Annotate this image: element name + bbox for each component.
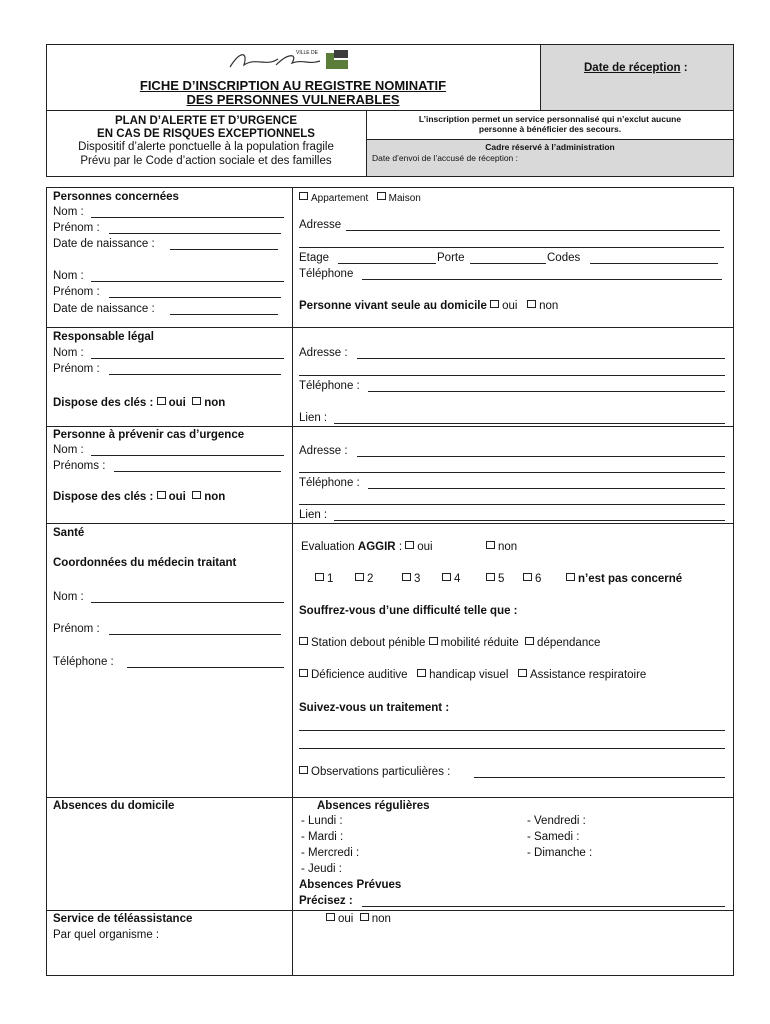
medecin-telephone-field[interactable] <box>127 667 284 668</box>
responsable-cles-oui-label: oui <box>168 397 186 409</box>
vivant-seule-non-label: non <box>539 300 559 312</box>
logo-ville-de: VILLE DE <box>296 50 318 56</box>
vivant-seule-oui-label: oui <box>502 300 518 312</box>
urgence-telephone-field[interactable] <box>368 488 725 489</box>
jeudi-label: - Jeudi : <box>301 863 342 875</box>
column-divider <box>292 187 293 976</box>
auditive-checkbox[interactable] <box>299 669 308 677</box>
etage-label: Etage <box>299 252 330 264</box>
prenom-field[interactable] <box>109 233 281 234</box>
urgence-heading: Personne à prévenir cas d’urgence <box>53 429 245 441</box>
gir-6-label: 6 <box>535 573 542 585</box>
dependance-label: dépendance <box>537 637 601 649</box>
respiratoire-label: Assistance respiratoire <box>530 669 647 681</box>
divider <box>540 44 541 111</box>
plan-line2: EN CAS DE RISQUES EXCEPTIONNELS <box>97 128 315 140</box>
dimanche-label: - Dimanche : <box>527 847 593 859</box>
form-title-line1: FICHE D’INSCRIPTION AU REGISTRE NOMINATIF <box>139 78 447 93</box>
urgence-lien-label: Lien : <box>299 509 328 521</box>
mobilite-label: mobilité réduite <box>440 637 519 649</box>
gir-pas-concerne-label: n’est pas concerné <box>578 573 683 585</box>
precisez-field[interactable] <box>362 906 725 907</box>
divider <box>46 110 734 111</box>
responsable-lien-field[interactable] <box>334 423 725 424</box>
urgence-telephone-field-2[interactable] <box>299 504 725 505</box>
absences-regulieres-label: Absences régulières <box>317 800 430 812</box>
naissance-label: Date de naissance : <box>53 238 155 250</box>
gir-3-label: 3 <box>414 573 421 585</box>
urgence-cles-oui-label: oui <box>168 491 186 503</box>
precisez-label: Précisez : <box>299 895 353 907</box>
responsable-prenom-label: Prénom : <box>53 363 100 375</box>
adresse-label: Adresse <box>299 219 342 231</box>
vendredi-label: - Vendredi : <box>527 815 586 827</box>
urgence-prenoms-field[interactable] <box>114 471 281 472</box>
urgence-cles-non-label: non <box>204 491 226 503</box>
adresse-field[interactable] <box>346 230 720 231</box>
samedi-label: - Samedi : <box>527 831 580 843</box>
station-checkbox[interactable] <box>299 637 308 645</box>
form-title-line2: DES PERSONNES VULNERABLES <box>186 92 400 107</box>
urgence-lien-field[interactable] <box>334 520 725 521</box>
organisme-label: Par quel organisme : <box>53 929 160 941</box>
inscription-line2: personne à bénéficier des secours. <box>478 124 622 134</box>
maison-checkbox[interactable] <box>377 192 386 200</box>
mardi-label: - Mardi : <box>301 831 344 843</box>
medecin-telephone-label: Téléphone : <box>53 656 114 668</box>
teleassistance-oui-label: oui <box>338 913 354 925</box>
divider <box>366 139 734 140</box>
row-divider <box>46 910 734 911</box>
urgence-adresse-label: Adresse : <box>299 445 348 457</box>
personnes-heading: Personnes concernées <box>53 191 179 203</box>
lundi-label: - Lundi : <box>301 815 343 827</box>
appartement-label: Appartement <box>311 193 369 204</box>
row-divider <box>46 797 734 798</box>
nom-field-2[interactable] <box>91 281 284 282</box>
responsable-cles-non-label: non <box>204 397 226 409</box>
medecin-nom-field[interactable] <box>91 602 284 603</box>
urgence-prenoms-label: Prénoms : <box>53 460 106 472</box>
gir-3-checkbox[interactable] <box>402 573 411 581</box>
aggir-non-label: non <box>498 541 518 553</box>
traitement-heading: Suivez-vous un traitement : <box>299 702 450 714</box>
porte-label: Porte <box>437 252 465 264</box>
urgence-adresse-field[interactable] <box>357 456 725 457</box>
naissance-field-2[interactable] <box>170 314 278 315</box>
plan-line3: Dispositif d’alerte ponctuelle à la population fragile <box>78 141 334 153</box>
gir-1-label: 1 <box>327 573 334 585</box>
medecin-prenom-field[interactable] <box>109 634 281 635</box>
date-envoi-label: Date d’envoi de l’accusé de réception : <box>372 153 519 163</box>
evaluation-label: Evaluation <box>301 541 355 553</box>
adresse-field-2[interactable] <box>299 247 724 248</box>
urgence-dispose-label: Dispose des clés : <box>53 491 154 503</box>
maison-label: Maison <box>388 193 421 204</box>
vivant-seule-non-checkbox[interactable] <box>527 300 536 308</box>
gir-5-label: 5 <box>498 573 505 585</box>
urgence-cles-oui-checkbox[interactable] <box>157 491 166 499</box>
responsable-telephone-field[interactable] <box>368 391 725 392</box>
visuel-label: handicap visuel <box>429 669 509 681</box>
plan-line1: PLAN D’ALERTE ET D’URGENCE <box>114 115 298 127</box>
aggir-non-checkbox[interactable] <box>486 541 495 549</box>
urgence-nom-field[interactable] <box>91 455 284 456</box>
etage-field[interactable] <box>338 263 436 264</box>
urgence-telephone-label: Téléphone : <box>299 477 360 489</box>
gir-6-checkbox[interactable] <box>523 573 532 581</box>
date-reception-panel <box>540 45 733 111</box>
teleassistance-heading: Service de téléassistance <box>53 913 193 925</box>
urgence-cles-non-checkbox[interactable] <box>192 491 201 499</box>
naissance-label-2: Date de naissance : <box>53 303 155 315</box>
traitement-field-1[interactable] <box>299 730 725 731</box>
responsable-dispose-label: Dispose des clés : <box>53 397 154 409</box>
nom-field[interactable] <box>91 217 284 218</box>
naissance-field[interactable] <box>170 249 278 250</box>
plan-line4: Prévu par le Code d’action sociale et des familles <box>80 155 332 167</box>
responsable-nom-label: Nom : <box>53 347 84 359</box>
medecin-prenom-label: Prénom : <box>53 623 100 635</box>
gir-4-label: 4 <box>454 573 461 585</box>
inscription-line1: L’inscription permet un service personnalisé qui n’exclut aucune <box>418 114 682 124</box>
nom-label-2: Nom : <box>53 270 84 282</box>
appartement-checkbox[interactable] <box>299 192 308 200</box>
teleassistance-non-label: non <box>371 913 391 925</box>
telephone-label: Téléphone <box>299 268 354 280</box>
gir-2-label: 2 <box>367 573 374 585</box>
nom-label: Nom : <box>53 206 84 218</box>
responsable-nom-field[interactable] <box>91 358 284 359</box>
gir-2-checkbox[interactable] <box>355 573 364 581</box>
responsable-telephone-label: Téléphone : <box>299 380 360 392</box>
responsable-adresse-field[interactable] <box>357 358 725 359</box>
auditive-label: Déficience auditive <box>311 669 408 681</box>
row-divider <box>46 523 734 524</box>
observations-checkbox[interactable] <box>299 766 308 774</box>
porte-field[interactable] <box>470 263 546 264</box>
responsable-cles-non-checkbox[interactable] <box>192 397 201 405</box>
responsable-heading: Responsable légal <box>53 331 154 343</box>
aggir-colon: : <box>395 541 403 553</box>
codes-label: Codes <box>547 252 581 264</box>
responsable-prenom-field[interactable] <box>109 374 281 375</box>
teleassistance-oui-checkbox[interactable] <box>326 913 335 921</box>
vivant-seule-label: Personne vivant seule au domicile <box>299 300 487 312</box>
station-label: Station debout pénible <box>311 637 426 649</box>
date-reception-label: Date de réception <box>584 62 681 74</box>
urgence-adresse-field-2[interactable] <box>299 472 725 473</box>
responsable-adresse-field-2[interactable] <box>299 375 725 376</box>
sante-heading: Santé <box>53 527 85 539</box>
row-divider <box>46 327 734 328</box>
visuel-checkbox[interactable] <box>417 669 426 677</box>
prenom-label-2: Prénom : <box>53 286 100 298</box>
city-logo <box>226 47 356 73</box>
gir-1-checkbox[interactable] <box>315 573 324 581</box>
prenom-label: Prénom : <box>53 222 100 234</box>
absences-prevues-label: Absences Prévues <box>299 879 402 891</box>
traitement-field-2[interactable] <box>299 748 725 749</box>
observations-label: Observations particulières : <box>311 766 451 778</box>
date-reception-colon: : <box>680 62 688 74</box>
medecin-nom-label: Nom : <box>53 591 84 603</box>
admin-reserved-label: Cadre réservé à l’administration <box>485 142 615 152</box>
responsable-adresse-label: Adresse : <box>299 347 348 359</box>
absences-heading: Absences du domicile <box>53 800 175 812</box>
codes-field[interactable] <box>590 263 718 264</box>
responsable-cles-oui-checkbox[interactable] <box>157 397 166 405</box>
teleassistance-non-checkbox[interactable] <box>360 913 369 921</box>
medecin-heading: Coordonnées du médecin traitant <box>53 557 237 569</box>
responsable-lien-label: Lien : <box>299 412 328 424</box>
vivant-seule-oui-checkbox[interactable] <box>490 300 499 308</box>
aggir-oui-checkbox[interactable] <box>405 541 414 549</box>
mercredi-label: - Mercredi : <box>301 847 360 859</box>
urgence-nom-label: Nom : <box>53 444 84 456</box>
respiratoire-checkbox[interactable] <box>518 669 527 677</box>
gir-pas-concerne-checkbox[interactable] <box>566 573 575 581</box>
gir-4-checkbox[interactable] <box>442 573 451 581</box>
aggir-oui-label: oui <box>417 541 433 553</box>
souffrez-heading: Souffrez-vous d’une difficulté telle que : <box>299 605 518 617</box>
gir-5-checkbox[interactable] <box>486 573 495 581</box>
prenom-field-2[interactable] <box>109 297 281 298</box>
telephone-field[interactable] <box>362 279 722 280</box>
row-divider <box>46 426 734 427</box>
mobilite-checkbox[interactable] <box>429 637 438 645</box>
aggir-label: AGGIR <box>357 541 396 553</box>
observations-field[interactable] <box>474 777 725 778</box>
dependance-checkbox[interactable] <box>525 637 534 645</box>
